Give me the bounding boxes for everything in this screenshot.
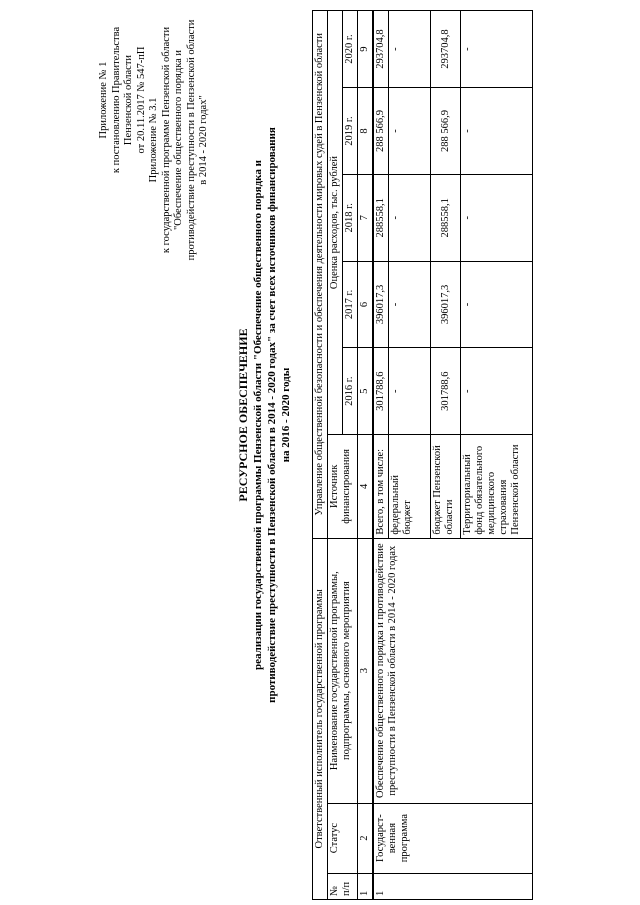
column-number: 4 — [358, 435, 374, 539]
value-cell: 288558,1 — [373, 174, 389, 261]
column-number: 1 — [358, 873, 374, 899]
header-estimate: Оценка расходов, тыс. рублей — [328, 11, 343, 435]
responsible-value: Управление общественной безопасности и обеспечения деятельности мировых судей в Пензенской области — [313, 11, 328, 539]
value-cell: - — [461, 11, 533, 88]
row-num: 1 — [373, 873, 533, 899]
header-num: № п/п — [328, 873, 358, 899]
title-line: противодействие преступности в Пензенской области в 2014 - 2020 годах" за счет всех источников финансирования — [266, 127, 278, 703]
column-number-row — [358, 11, 374, 900]
value-cell: 301788,6 — [373, 348, 389, 435]
appendix-2-line: противодействие преступности в Пензенской области — [185, 19, 197, 261]
document-title — [236, 85, 293, 745]
source-label: Всего, в том числе: — [373, 435, 389, 539]
header-status: Статус — [328, 803, 358, 873]
appendix-1-line: от 20.11.2017 № 547-пП — [135, 46, 147, 154]
appendix-1-line: Пензенской области — [123, 54, 134, 146]
table-row — [373, 11, 389, 900]
row-program-name: Обеспечение общественного порядка и противодействие преступности в Пензенской области в 2014 - 2020 годах — [373, 538, 533, 803]
column-number: 8 — [358, 88, 374, 175]
title-main: РЕСУРСНОЕ ОБЕСПЕЧЕНИЕ — [236, 328, 250, 502]
column-number: 3 — [358, 538, 374, 803]
value-cell: 396017,3 — [373, 261, 389, 348]
appendix-2-line: "Обеспечение общественного порядка и — [173, 49, 184, 231]
value-cell: 288558,1 — [431, 174, 461, 261]
value-cell: 288 566,9 — [431, 88, 461, 175]
appendix-1-line: к постановлению Правительства — [110, 26, 122, 174]
source-label: федеральный бюджет — [389, 435, 431, 539]
value-cell: - — [461, 261, 533, 348]
value-cell: 288 566,9 — [373, 88, 389, 175]
responsible-row — [313, 11, 328, 900]
column-number: 7 — [358, 174, 374, 261]
header-year: 2020 г. — [343, 11, 358, 88]
appendix-2-line: Приложение № 3.1 — [148, 97, 159, 183]
column-number: 2 — [358, 803, 374, 873]
header-year: 2019 г. — [343, 88, 358, 175]
title-line: реализации государственной программы Пензенской области "Обеспечение общественного порядка и — [252, 160, 264, 670]
responsible-label: Ответственный исполнитель государственной программы — [313, 538, 328, 899]
value-cell: 293704,8 — [431, 11, 461, 88]
header-year: 2017 г. — [343, 261, 358, 348]
value-cell: - — [389, 88, 431, 175]
resource-table — [312, 10, 533, 900]
value-cell: 293704,8 — [373, 11, 389, 88]
value-cell: - — [389, 174, 431, 261]
value-cell: - — [461, 174, 533, 261]
title-line: на 2016 - 2020 годы — [280, 367, 292, 463]
header-source: Источник финансирования — [328, 435, 358, 539]
value-cell: - — [461, 348, 533, 435]
source-label: Территориальный фонд обязательного медицинского страхования Пензенской области — [461, 435, 533, 539]
value-cell: - — [461, 88, 533, 175]
value-cell: - — [389, 11, 431, 88]
appendix-3-1-header — [148, 15, 211, 265]
value-cell: - — [389, 348, 431, 435]
appendix-2-line: в 2014 - 2020 годах" — [198, 95, 209, 185]
appendix-2-line: к государственной программе Пензенской области — [160, 26, 172, 254]
appendix-1-header — [98, 15, 148, 185]
header-year: 2018 г. — [343, 174, 358, 261]
column-number: 6 — [358, 261, 374, 348]
appendix-1-line: Приложение № 1 — [98, 61, 109, 139]
value-cell: 396017,3 — [431, 261, 461, 348]
value-cell: 301788,6 — [431, 348, 461, 435]
row-status: Государст-венная программа — [373, 803, 533, 873]
column-number: 9 — [358, 11, 374, 88]
value-cell: - — [389, 261, 431, 348]
header-row-1 — [328, 11, 343, 900]
column-number: 5 — [358, 348, 374, 435]
header-year: 2016 г. — [343, 348, 358, 435]
header-name: Наименование государственной программы, подпрограммы, основного мероприятия — [328, 538, 358, 803]
source-label: бюджет Пензенской области — [431, 435, 461, 539]
